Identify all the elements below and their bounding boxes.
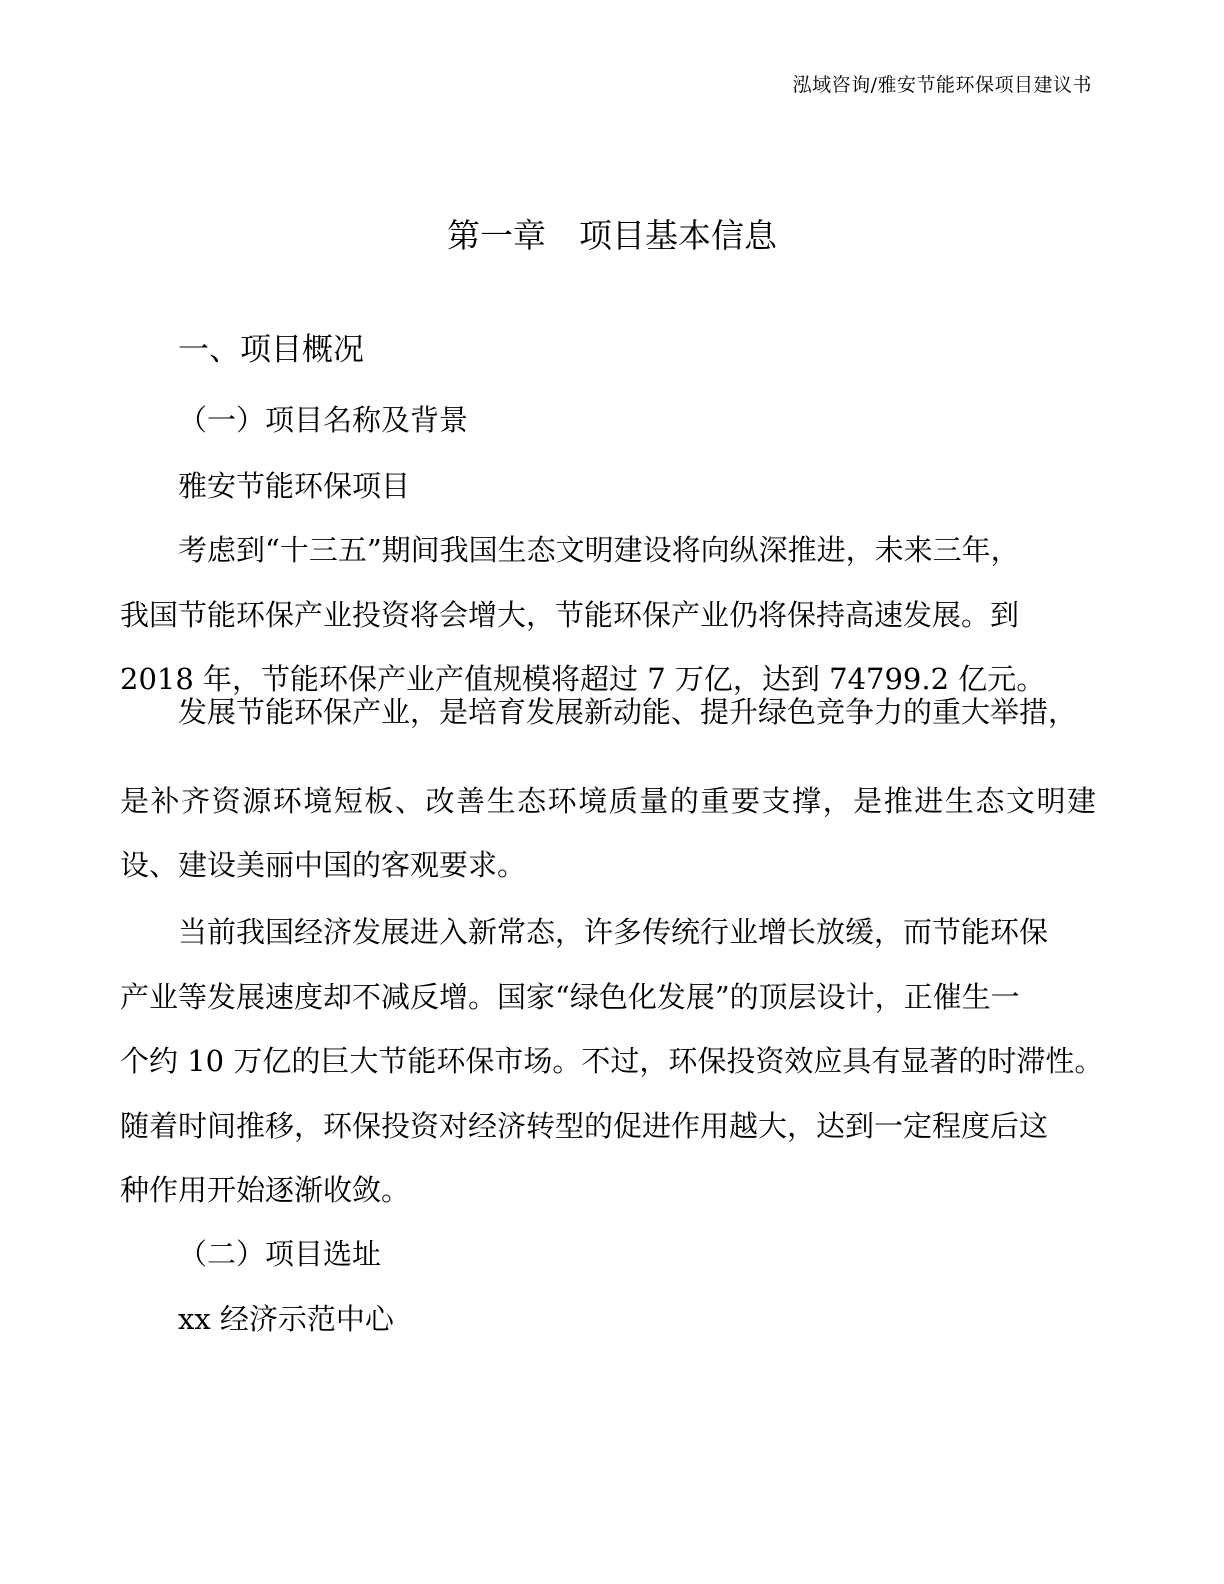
- paragraph-line: 发展节能环保产业，是培育发展新动能、提升绿色竞争力的重大举措，: [178, 695, 1078, 729]
- subsection-heading: （一）项目名称及背景: [178, 403, 469, 437]
- project-name: 雅安节能环保项目: [178, 469, 411, 503]
- subsection-heading: （二）项目选址: [178, 1237, 382, 1271]
- paragraph-line: 产业等发展速度却不减反增。国家“绿色化发展”的顶层设计，正催生一: [120, 980, 1020, 1014]
- paragraph-line: 随着时间推移，环保投资对经济转型的促进作用越大，达到一定程度后这: [120, 1109, 1049, 1143]
- project-location: xx 经济示范中心: [178, 1302, 394, 1336]
- paragraph-line: 当前我国经济发展进入新常态，许多传统行业增长放缓，而节能环保: [178, 915, 1049, 949]
- paragraph-line: 设、建设美丽中国的客观要求。: [120, 848, 527, 882]
- paragraph-line: 是补齐资源环境短板、改善生态环境质量的重要支撑，是推进生态文明建: [120, 784, 1096, 818]
- section-heading: 一、项目概况: [178, 332, 364, 368]
- paragraph-line: 2018 年，节能环保产业产值规模将超过 7 万亿，达到 74799.2 亿元。: [120, 662, 1046, 696]
- paragraph-line: 个约 10 万亿的巨大节能环保市场。不过，环保投资效应具有显著的时滞性。: [120, 1044, 1104, 1078]
- chapter-title: 第一章 项目基本信息: [447, 216, 777, 255]
- paragraph-line: 种作用开始逐渐收敛。: [120, 1173, 411, 1207]
- running-header: 泓域咨询/雅安节能环保项目建议书: [792, 74, 1092, 96]
- paragraph-line: 考虑到“十三五”期间我国生态文明建设将向纵深推进，未来三年，: [178, 533, 1020, 567]
- paragraph-line: 我国节能环保产业投资将会增大，节能环保产业仍将保持高速发展。到: [120, 598, 1020, 632]
